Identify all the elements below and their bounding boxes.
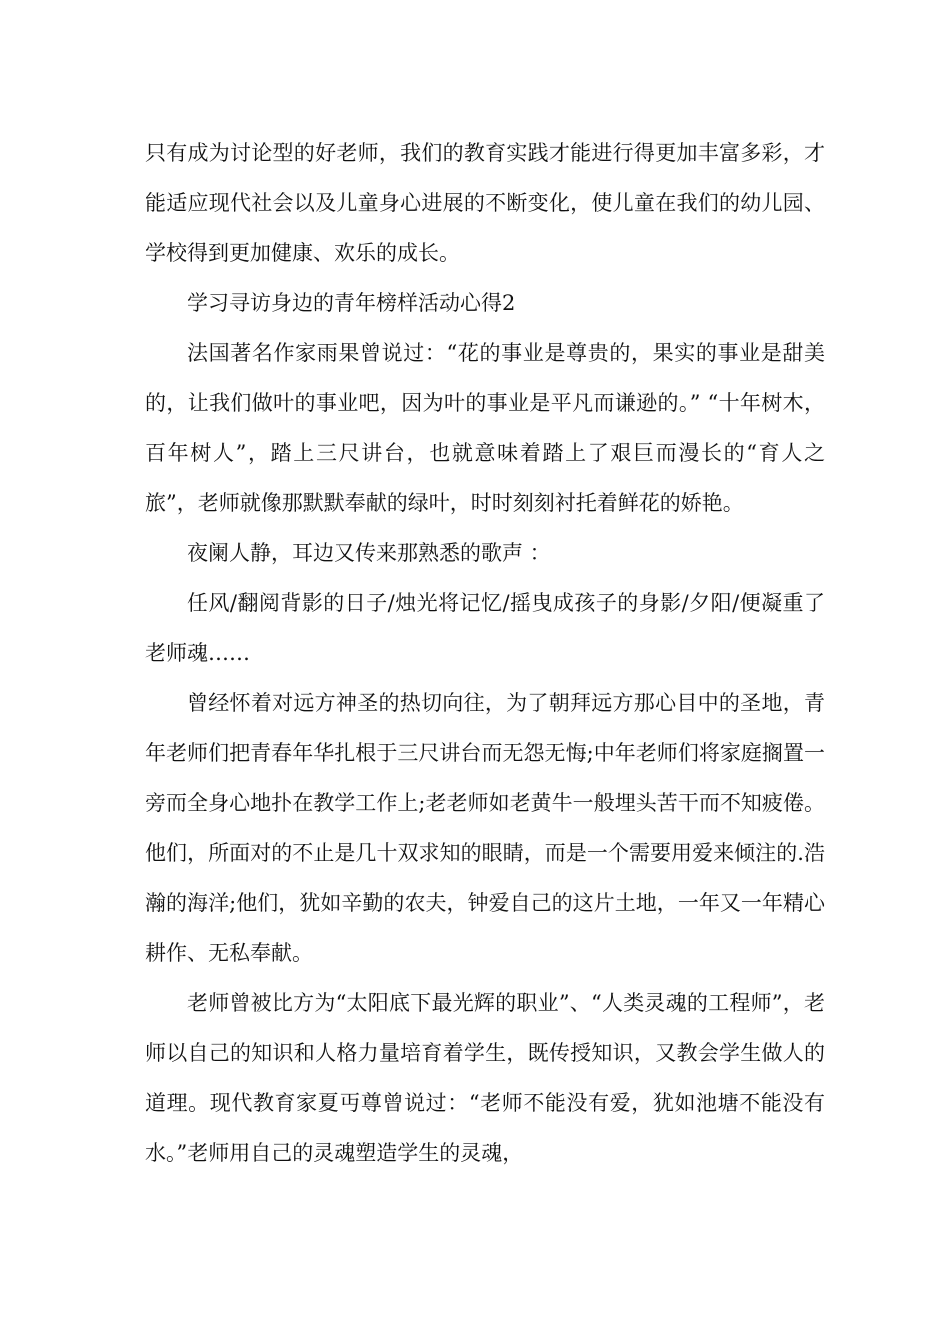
paragraph-teacher-profession: 老师曾被比方为“太阳底下最光辉的职业”、“人类灵魂的工程师”，老师以自己的知识和人格力量培育着学生，既传授知识，又教会学生做人的道理。现代教育家夏丏尊曾说过：“老师不能没有爱，犹如池塘不能没有水。”老师用自己的灵魂塑造学生的灵魂，	[145, 991, 825, 1165]
section-heading: 学习寻访身边的青年榜样活动心得2	[187, 291, 516, 315]
paragraph-night-song: 夜阑人静，耳边又传来那熟悉的歌声 ：	[187, 541, 551, 565]
document-body	[145, 128, 825, 1178]
paragraph-lyrics: 任风/翻阅背影的日子/烛光将记忆/摇曳成孩子的身影/夕阳/便凝重了老师魂……	[145, 591, 825, 665]
paragraph-hugo-quote: 法国著名作家雨果曾说过：“花的事业是尊贵的，果实的事业是甜美的，让我们做叶的事业吧，因为叶的事业是平凡而谦逊的。” “十年树木，百年树人”，踏上三尺讲台，也就意味着踏上了艰巨而漫长的“育人之旅”，老师就像那默默奉献的绿叶，时时刻刻衬托着鲜花的娇艳。	[145, 341, 825, 515]
paragraph-teachers: 曾经怀着对远方神圣的热切向往，为了朝拜远方那心目中的圣地，青年老师们把青春年华扎根于三尺讲台而无怨无悔;中年老师们将家庭搁置一旁而全身心地扑在教学工作上;老老师如老黄牛一般埋头苦干而不知疲倦。他们，所面对的不止是几十双求知的眼睛，而是一个需要用爱来倾注的.浩瀚的海洋;他们，犹如辛勤的农夫，钟爱自己的这片土地，一年又一年精心耕作、无私奉献。	[145, 691, 825, 965]
paragraph-1: 只有成为讨论型的好老师，我们的教育实践才能进行得更加丰富多彩，才能适应现代社会以及儿童身心进展的不断变化，使儿童在我们的幼儿园、学校得到更加健康、欢乐的成长。	[145, 141, 825, 265]
